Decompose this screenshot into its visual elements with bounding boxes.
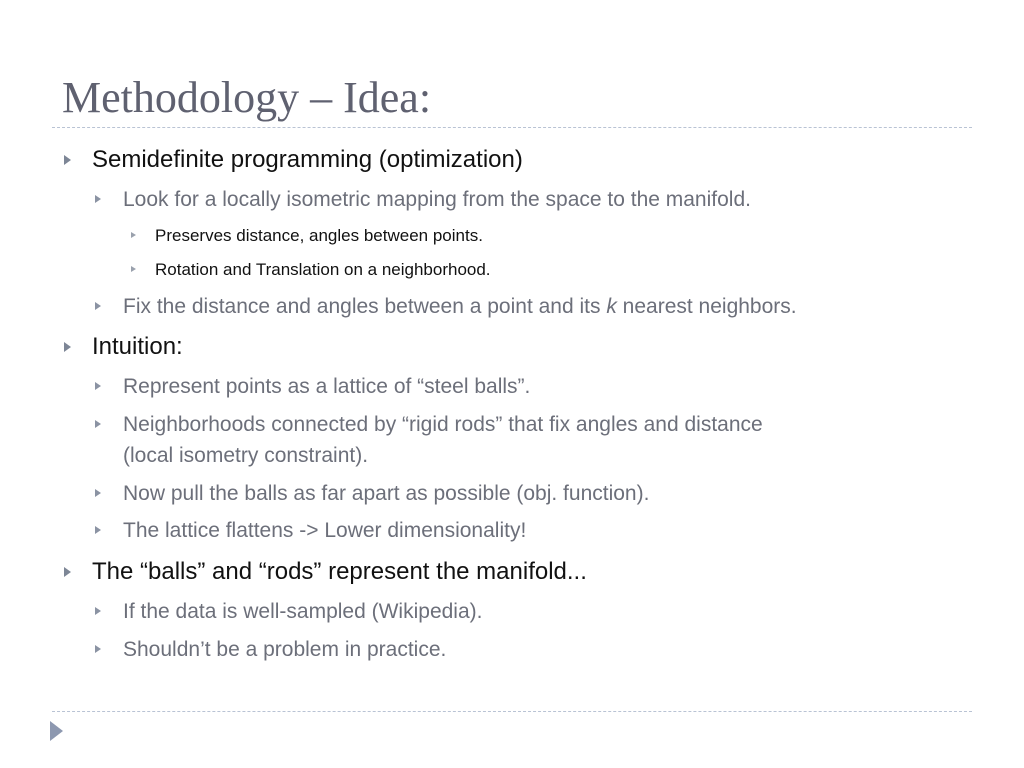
bullet-semidefinite-programming [92, 146, 523, 174]
bullet-text-line-2: (local isometry constraint). [123, 444, 369, 467]
bullet-fix-distance [123, 291, 797, 322]
bullet-text: Rotation and Translation on a neighborhood. [155, 260, 491, 279]
bullet-text: Preserves distance, angles between points. [155, 226, 483, 245]
bullet-rotation-translation [155, 259, 491, 281]
bullet-text: Shouldn’t be a problem in practice. [123, 638, 447, 661]
bullet-text-line-1: Neighborhoods connected by “rigid rods” that fix angles and distance [123, 413, 763, 436]
triangle-bullet-icon [131, 232, 136, 238]
k-variable: k [606, 295, 617, 318]
bullet-text: Now pull the balls as far apart as possible (obj. function). [123, 482, 650, 505]
bullet-text: If the data is well-sampled (Wikipedia). [123, 600, 483, 623]
bullet-text-part: Fix the distance and angles between a point and its [123, 295, 607, 318]
bullet-text: The lattice flattens -> Lower dimensionality! [123, 519, 527, 542]
footer-divider [52, 711, 972, 712]
bullet-text: Semidefinite programming (optimization) [92, 146, 523, 173]
bullet-preserves-distance [155, 225, 483, 247]
bullet-text: Look for a locally isometric mapping from the space to the manifold. [123, 188, 751, 211]
bullet-text: The “balls” and “rods” represent the manifold... [92, 558, 587, 585]
slide-title: Methodology – Idea: [62, 73, 432, 122]
bullet-look-for-mapping [123, 184, 751, 215]
triangle-bullet-icon [95, 526, 101, 534]
next-slide-arrow-icon[interactable] [50, 721, 63, 741]
triangle-bullet-icon [64, 342, 71, 352]
triangle-bullet-icon [95, 382, 101, 390]
bullet-well-sampled [123, 596, 482, 627]
triangle-bullet-icon [64, 155, 71, 165]
bullet-pull-balls [123, 478, 649, 509]
bullet-text: Represent points as a lattice of “steel balls”. [123, 375, 531, 398]
bullet-text [123, 291, 797, 322]
triangle-bullet-icon [95, 645, 101, 653]
bullet-not-a-problem [123, 634, 446, 665]
triangle-bullet-icon [95, 195, 101, 203]
bullet-neighborhoods-connected [123, 409, 763, 471]
triangle-bullet-icon [95, 489, 101, 497]
triangle-bullet-icon [95, 607, 101, 615]
bullet-represent-points [123, 371, 530, 402]
bullet-text: Intuition: [92, 333, 183, 360]
bullet-lattice-flattens [123, 515, 526, 546]
bullet-balls-rods [92, 558, 587, 586]
triangle-bullet-icon [95, 420, 101, 428]
triangle-bullet-icon [131, 266, 136, 272]
title-divider [52, 127, 972, 128]
bullet-text-part: nearest neighbors. [616, 295, 797, 318]
bullet-intuition [92, 333, 183, 361]
triangle-bullet-icon [64, 567, 71, 577]
triangle-bullet-icon [95, 302, 101, 310]
